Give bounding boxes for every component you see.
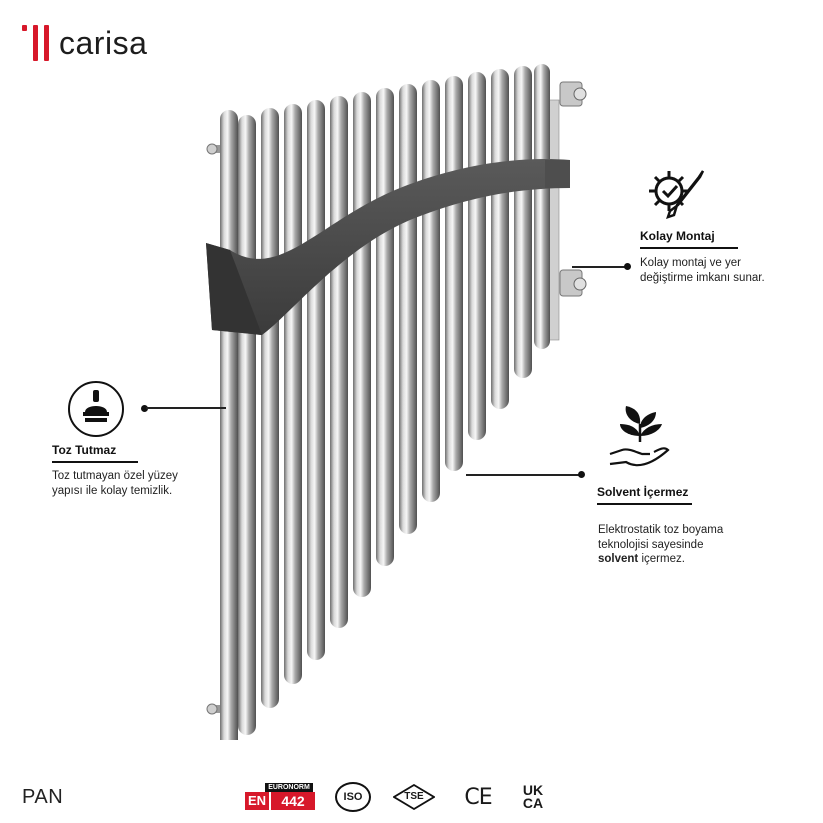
feature-description: Kolay montaj ve yer değiştirme imkanı sunar. [640, 257, 765, 284]
plant-in-hand-icon [606, 402, 674, 474]
dust-brush-icon [67, 380, 125, 438]
connector-line [146, 407, 226, 409]
feature-title: Toz Tutmaz [52, 443, 138, 463]
model-name: PAN [22, 786, 64, 808]
ukca-mark: UK CA [522, 782, 544, 811]
en442-certification-badge: EURONORM EN 442 [243, 782, 315, 812]
pan-radiator-image [190, 60, 600, 740]
connector-dot [624, 263, 631, 270]
tse-certification-badge: TSE [390, 782, 438, 812]
connector-line [466, 474, 580, 476]
highlight-solvent: solvent [598, 553, 639, 565]
feature-kolay-montaj [640, 229, 738, 249]
connector-line [572, 266, 628, 268]
connector-dot [578, 471, 585, 478]
feature-title: Kolay Montaj [640, 229, 738, 249]
gear-wrench-check-icon [643, 165, 709, 225]
ce-mark: CE [464, 784, 492, 810]
carisa-logo [22, 20, 147, 66]
feature-toz-tutmaz [52, 443, 138, 463]
brand-name: carisa [59, 24, 148, 61]
feature-title: Solvent İçermez [597, 485, 692, 505]
feature-description: Elektrostatik toz boyama teknolojisi sayesinde solvent içermez. [598, 524, 724, 565]
feature-solvent-icermez [597, 485, 692, 505]
logo-mark [22, 25, 49, 61]
iso-certification-badge: ISO [334, 782, 372, 812]
feature-description: Toz tutmayan özel yüzey yapısı ile kolay temizlik. [52, 470, 178, 497]
